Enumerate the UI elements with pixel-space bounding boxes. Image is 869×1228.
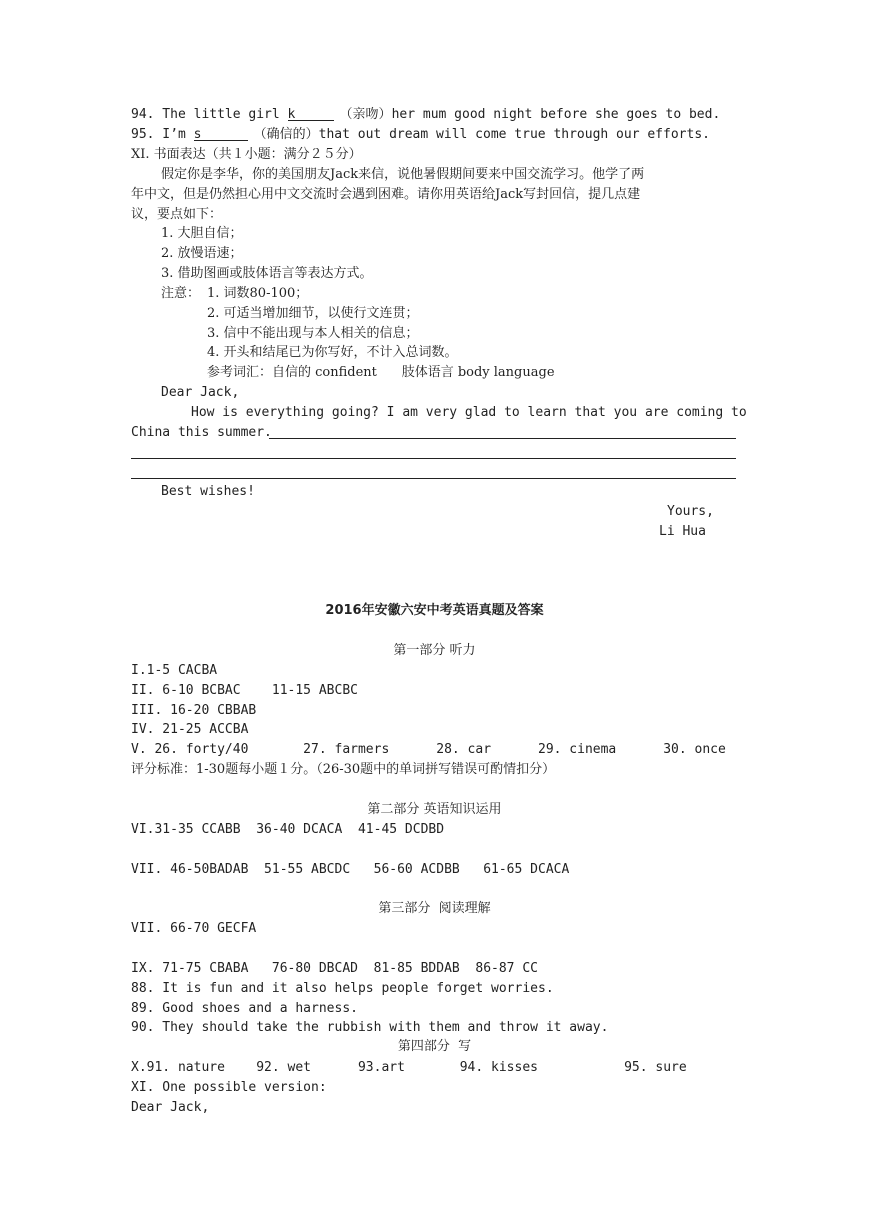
answer-line-3 xyxy=(131,478,736,479)
writing-prompt-line2: 年中文，但是仍然担心用中文交流时会遇到困难。请你用英语给Jack写封回信，提几点建 xyxy=(131,187,641,202)
question-94 xyxy=(131,106,720,124)
writing-prompt-line1: 假定你是李华，你的美国朋友Jack来信，说他暑假期间要来中国交流学习。他学了两 xyxy=(161,167,645,182)
scoring-note: 评分标准：1-30题每小题１分。（26-30题中的单词拼写错误可酌情扣分） xyxy=(131,762,556,777)
note-1: 1. 词数80-100； xyxy=(207,286,309,301)
q94-prefix: 94. The little girl xyxy=(131,107,288,122)
part2-heading: 第二部分 英语知识运用 xyxy=(367,802,502,817)
q94-suffix: her mum good night before she goes to bed. xyxy=(391,107,721,122)
answer-letter-salutation: Dear Jack, xyxy=(131,1100,210,1115)
answer-section-3: III. 16-20 CBBAB xyxy=(131,703,257,718)
note-2: 2. 可适当增加细节，以使行文连贯； xyxy=(207,306,419,321)
part4-heading: 第四部分 写 xyxy=(397,1039,472,1054)
letter-sign-name: Li Hua xyxy=(659,524,706,539)
answers-title: 2016年安徽六安中考英语真题及答案 xyxy=(325,603,544,618)
answer-section-11: XI. One possible version: xyxy=(131,1080,327,1095)
writing-point-2: 2. 放慢语速； xyxy=(161,246,243,261)
answer-section-1: I.1-5 CACBA xyxy=(131,663,218,678)
letter-sign-yours: Yours, xyxy=(667,504,714,519)
writing-heading: XI. 书面表达（共１小题：满分２５分） xyxy=(131,147,362,162)
answer-section-10: X.91. nature 92. wet 93.art 94. kisses 95. sure xyxy=(131,1060,687,1075)
answer-section-2: II. 6-10 BCBAC 11-15 ABCBC xyxy=(131,683,358,698)
answer-88: 88. It is fun and it also helps people forget worries. xyxy=(131,981,554,996)
answer-90: 90. They should take the rubbish with them and throw it away. xyxy=(131,1020,609,1035)
question-95 xyxy=(131,126,710,144)
answer-line-1 xyxy=(269,438,736,439)
answer-line-2 xyxy=(131,458,736,459)
q95-prefix: 95. I’m xyxy=(131,127,194,142)
note-4: 4. 开头和结尾已为你写好，不计入总词数。 xyxy=(207,345,458,360)
q95-blank xyxy=(194,126,248,141)
note-3: 3. 信中不能出现与本人相关的信息； xyxy=(207,326,419,341)
part3-heading: 第三部分 阅读理解 xyxy=(378,901,491,916)
writing-prompt-line3: 议，要点如下： xyxy=(131,207,223,222)
q95-letter: s xyxy=(193,127,202,142)
answer-section-5: V. 26. forty/40 27. farmers 28. car 29. cinema 30. once xyxy=(131,742,726,757)
answer-section-9: IX. 71-75 CBABA 76-80 DBCAD 81-85 BDDAB 86-87 CC xyxy=(131,961,538,976)
letter-line-1: How is everything going? I am very glad to learn that you are coming to xyxy=(191,405,747,420)
writing-point-1: 1. 大胆自信； xyxy=(161,226,243,241)
part1-heading: 第一部分 听力 xyxy=(393,643,476,658)
q94-blank xyxy=(288,106,334,121)
q95-suffix: that out dream will come true through our efforts. xyxy=(318,127,710,142)
q95-hint: （确信的） xyxy=(253,127,319,142)
vocab-line: 参考词汇：自信的 confident 肢体语言 body language xyxy=(207,365,555,380)
answer-section-7: VII. 46-50BADAB 51-55 ABCDC 56-60 ACDBB 61-65 DCACA xyxy=(131,862,570,877)
q94-letter: k xyxy=(287,107,296,122)
answer-section-4: IV. 21-25 ACCBA xyxy=(131,722,249,737)
notes-label: 注意： xyxy=(161,286,201,301)
answer-section-8: VII. 66-70 GECFA xyxy=(131,921,257,936)
letter-line-2: China this summer. xyxy=(131,425,272,440)
q94-hint: （亲吻） xyxy=(339,107,392,122)
letter-salutation: Dear Jack, xyxy=(161,385,240,400)
letter-closing: Best wishes! xyxy=(161,484,255,499)
writing-point-3: 3. 借助图画或肢体语言等表达方式。 xyxy=(161,266,373,281)
answer-section-6: VI.31-35 CCABB 36-40 DCACA 41-45 DCDBD xyxy=(131,822,445,837)
answer-89: 89. Good shoes and a harness. xyxy=(131,1001,358,1016)
